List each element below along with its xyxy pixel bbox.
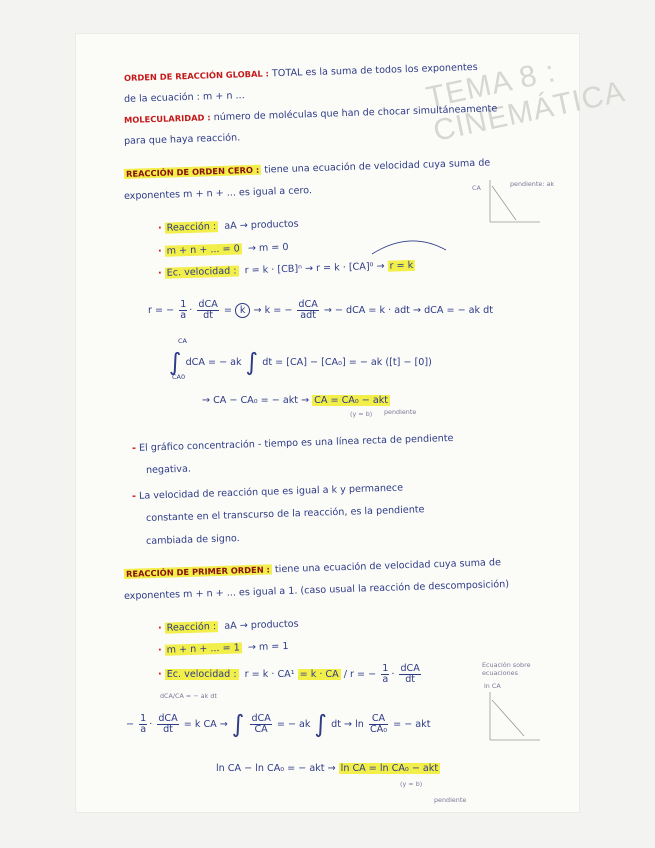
observation-text: La velocidad de reacción que es igual a k y permanece	[138, 482, 404, 502]
zero-order-integral	[168, 337, 432, 381]
zero-order-result: CA = CA₀ − akt	[314, 395, 389, 406]
integral-sign: ∫	[231, 710, 245, 738]
first-order-intro: tiene una ecuación de velocidad cuya suma de	[274, 557, 502, 576]
bullet-label: m + n + ... = 1	[166, 642, 240, 656]
zero-order-solution	[202, 396, 390, 406]
eq-text: dt → ln	[331, 719, 364, 730]
eq-text: → CA − CA₀ = − akt →	[202, 395, 310, 406]
graph-note: pendiente: ak	[510, 180, 555, 188]
upper-limit: CA	[178, 337, 187, 345]
first-order-intro-2: exponentes m + n + ... es igual a 1. (caso usual la reacción de descomposición)	[123, 578, 510, 602]
bullet-label: Ec. velocidad :	[166, 669, 237, 681]
note-intercept: (y = b)	[400, 780, 423, 788]
definition-line: de la ecuación : m + n ...	[123, 90, 245, 105]
watermark-text: TEMA 8 : CINEMÁTICA	[423, 55, 629, 148]
integral-sign: ∫	[169, 348, 182, 376]
zero-order-rate-equation: r = − $\frac{1}{a}$ · $\frac{\text{dCA}}{dt}$ = k → k = − $\frac{\text{dCA}}{\text{adt}}$ → − dCA = k · adt → dCA = − ak dt	[148, 299, 493, 321]
bullet-label: Ec. velocidad :	[166, 265, 237, 279]
bullet-text: aA → productos	[224, 618, 299, 632]
eq-text: ln CA − ln CA₀ = − akt →	[216, 763, 336, 774]
fraction: $\frac{\text{dCA}}{dt}$	[158, 712, 178, 735]
zero-order-title: REACCIÓN DE ORDEN CERO :	[125, 164, 260, 179]
fraction: $\frac{\text{dCA}}{CA}$	[251, 712, 271, 735]
fraction: $\frac{CA}{\text{CA₀}}$	[369, 712, 388, 735]
graph-axis-label: ln CA	[484, 682, 501, 690]
eq-text: dCA = − ak	[185, 357, 242, 368]
circled-k: k	[235, 303, 251, 318]
eq-text: / r = −	[343, 669, 377, 681]
fraction: $\frac{1}{a}$	[382, 663, 389, 685]
term-global-order: ORDEN DE REACCIÓN GLOBAL :	[123, 68, 270, 83]
zero-order-intro: tiene una ecuación de velocidad cuya suma de	[264, 157, 491, 176]
fraction: $\frac{\text{dCA}}{\text{adt}}$	[298, 299, 318, 321]
note-slope: pendiente	[384, 408, 417, 416]
eq-text: = − ak	[276, 719, 311, 730]
graph-axis-label: CA	[472, 184, 481, 192]
first-order-result: ln CA = ln CA₀ − akt	[340, 763, 439, 774]
bullet-label: Reacción :	[166, 221, 217, 234]
zero-bullet-reaction: · Reacción : aA → productos	[157, 218, 299, 234]
ln-concentration-time-graph	[484, 690, 544, 746]
first-order-title: REACCIÓN DE PRIMER ORDEN :	[125, 564, 271, 579]
bullet-label: m + n + ... = 0	[166, 243, 240, 257]
term-molecularity: MOLECULARIDAD :	[123, 112, 211, 125]
bullet-text: → m = 0	[247, 241, 289, 255]
observation-2-cont: cambiada de signo.	[145, 533, 240, 547]
observation-1-cont: negativa.	[145, 463, 192, 476]
rate-highlight: = k · CA	[299, 669, 339, 681]
fraction: $\frac{1}{a}$	[180, 299, 187, 321]
observation-2: - La velocidad de reacción que es igual a k y permanece	[131, 482, 404, 502]
arrow-annotation	[370, 236, 450, 258]
bullet-text: aA → productos	[224, 218, 299, 232]
fraction: $\frac{\text{dCA}}{dt}$	[400, 663, 420, 685]
note-intercept: (y = b)	[350, 410, 373, 418]
bullet-text: r = k · [CB]ⁿ → r = k · [CA]⁰ →	[244, 260, 385, 277]
eq-text: −	[126, 719, 135, 730]
zero-order-intro-2: exponentes m + n + ... es igual a cero.	[123, 185, 313, 202]
first-bullet-reaction: · Reacción : aA → productos	[157, 618, 299, 634]
bullet-text: → m = 1	[247, 640, 289, 654]
definition-text: TOTAL es la suma de todos los exponentes	[271, 61, 478, 80]
first-order-solution	[216, 764, 440, 774]
definition-text: número de moléculas que han de chocar simultáneamente	[213, 103, 498, 124]
fraction: $\frac{\text{dCA}}{dt}$	[198, 299, 218, 321]
eq-text: → k = −	[253, 305, 293, 317]
eq-text: r = −	[148, 305, 175, 317]
note-slope: pendiente	[434, 796, 467, 804]
eq-text: = k CA →	[183, 719, 228, 730]
zero-bullet-rate: · Ec. velocidad : r = k · [CB]ⁿ → r = k · [CA]⁰ → r = k	[157, 259, 414, 279]
eq-annotation: dCA/CA = − ak dt	[160, 692, 217, 700]
eq-text: dt = [CA] − [CA₀] = − ak ([t] − [0])	[262, 357, 432, 368]
lower-limit: CA0	[172, 373, 186, 381]
fraction: $\frac{1}{a}$	[140, 712, 147, 735]
definition-line: para que haya reacción.	[123, 132, 241, 147]
first-bullet-rate: · Ec. velocidad : r = k · CA¹ = k · CA / r = − $\frac{1}{a}$ · $\frac{\text{dCA}}{dt}$	[158, 663, 420, 685]
integral-sign: ∫	[314, 710, 328, 738]
eq-text: = − akt	[393, 719, 431, 730]
eq-text: r = k · CA¹	[244, 669, 295, 681]
bullet-label: Reacción :	[166, 621, 217, 634]
rate-result: r = k	[389, 259, 414, 272]
first-order-integral: − $\frac{1}{a}$ · $\frac{\text{dCA}}{dt}$ = k CA → ∫ $\frac{\text{dCA}}{CA}$ = − ak ∫ dt → ln $\frac{CA}{\text{CA₀}}$ = − akt	[126, 710, 431, 738]
integral-sign: ∫	[245, 348, 259, 376]
first-bullet-order: · m + n + ... = 1 → m = 1	[157, 640, 289, 656]
zero-bullet-order: · m + n + ... = 0 → m = 0	[157, 241, 289, 257]
observation-1: - El gráfico concentración - tiempo es una línea recta de pendiente	[131, 432, 454, 454]
observation-text: El gráfico concentración - tiempo es una línea recta de pendiente	[138, 432, 454, 454]
side-note: Ecuación sobre ecuaciones	[482, 661, 531, 677]
eq-text: → − dCA = k · adt → dCA = − ak dt	[323, 305, 493, 317]
observation-2-cont: constante en el transcurso de la reacción, es la pendiente	[145, 504, 425, 524]
